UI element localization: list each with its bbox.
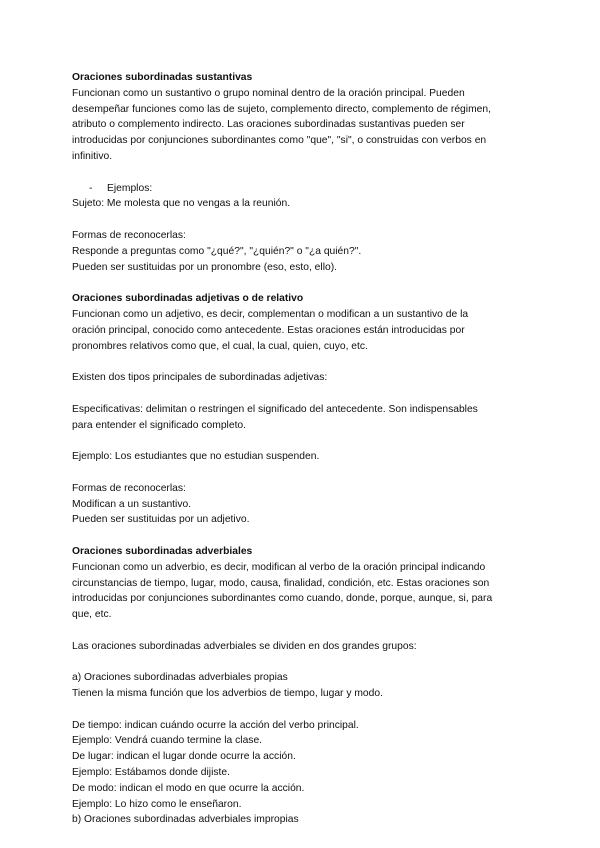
bullet-label: Ejemplos:	[107, 182, 153, 194]
text-line: atributo o complemento indirecto. Las oraciones subordinadas sustantivas pueden ser	[72, 119, 465, 131]
text-line: Pueden ser sustituidas por un pronombre (eso, esto, ello).	[72, 261, 338, 273]
detail-line: De tiempo: indican cuándo ocurre la acción del verbo principal.	[72, 719, 359, 731]
text-line: oración principal, conocido como antecedente. Estas oraciones están introducidas por	[72, 324, 465, 336]
text-line: introducidas por conjunciones subordinantes como cuando, donde, porque, aunque, si, para	[72, 593, 493, 605]
detail-line: De lugar: indican el lugar donde ocurre la acción.	[72, 751, 296, 763]
example-line: Sujeto: Me molesta que no vengas a la reunión.	[72, 198, 291, 210]
groups-intro: Las oraciones subordinadas adverbiales se dividen en dos grandes grupos:	[72, 640, 417, 652]
text-line: Funcionan como un adjetivo, es decir, complementan o modifican a un sustantivo de la	[72, 308, 469, 320]
heading-adverbiales: Oraciones subordinadas adverbiales	[72, 545, 253, 557]
text-line: infinitivo.	[72, 150, 113, 162]
detail-line: b) Oraciones subordinadas adverbiales impropias	[72, 814, 299, 826]
text-line: Especificativas: delimitan o restringen el significado del antecedente. Son indispensables	[72, 403, 478, 415]
text-line: que, etc.	[72, 609, 112, 621]
text-line: Modifican a un sustantivo.	[72, 498, 192, 510]
heading-adjetivas: Oraciones subordinadas adjetivas o de relativo	[72, 293, 304, 305]
text-line: para entender el significado completo.	[72, 419, 247, 431]
sustantivas-paragraph	[72, 86, 530, 165]
example-line: Ejemplo: Los estudiantes que no estudian suspenden.	[72, 451, 320, 463]
detail-line: Ejemplo: Estábamos donde dijiste.	[72, 767, 230, 779]
bullet-examples	[72, 181, 530, 197]
text-line: pronombres relativos como que, el cual, la cual, quien, cuyo, etc.	[72, 340, 368, 352]
adverbiales-paragraph	[72, 560, 530, 623]
detail-line: Ejemplo: Vendrá cuando termine la clase.	[72, 735, 263, 747]
heading-sustantivas: Oraciones subordinadas sustantivas	[72, 72, 253, 83]
text-line: Funcionan como un adverbio, es decir, modifican al verbo de la oración principal indicando	[72, 561, 486, 573]
adjetivas-paragraph	[72, 307, 530, 354]
forms-title: Formas de reconocerlas:	[72, 229, 186, 241]
text-line: Pueden ser sustituidas por un adjetivo.	[72, 514, 250, 526]
types-intro: Existen dos tipos principales de subordinadas adjetivas:	[72, 372, 328, 384]
forms-title: Formas de reconocerlas:	[72, 482, 186, 494]
proper-desc: Tienen la misma función que los adverbios de tiempo, lugar y modo.	[72, 688, 383, 700]
detail-line: Ejemplo: Lo hizo como le enseñaron.	[72, 798, 242, 810]
proper-title: a) Oraciones subordinadas adverbiales propias	[72, 672, 288, 684]
bullet-dash: -	[89, 182, 93, 194]
text-line: Funcionan como un sustantivo o grupo nominal dentro de la oración principal. Pueden	[72, 87, 465, 99]
text-line: introducidas por conjunciones subordinantes como "que", "si", o construidas con verbos en	[72, 135, 487, 147]
text-line: Responde a preguntas como "¿qué?", "¿quién?" o "¿a quién?".	[72, 245, 362, 257]
detail-line: De modo: indican el modo en que ocurre la acción.	[72, 782, 305, 794]
text-line: desempeñar funciones como las de sujeto, complemento directo, complemento de régimen,	[72, 103, 491, 115]
text-line: circunstancias de tiempo, lugar, modo, causa, finalidad, condición, etc. Estas oraciones son	[72, 577, 490, 589]
